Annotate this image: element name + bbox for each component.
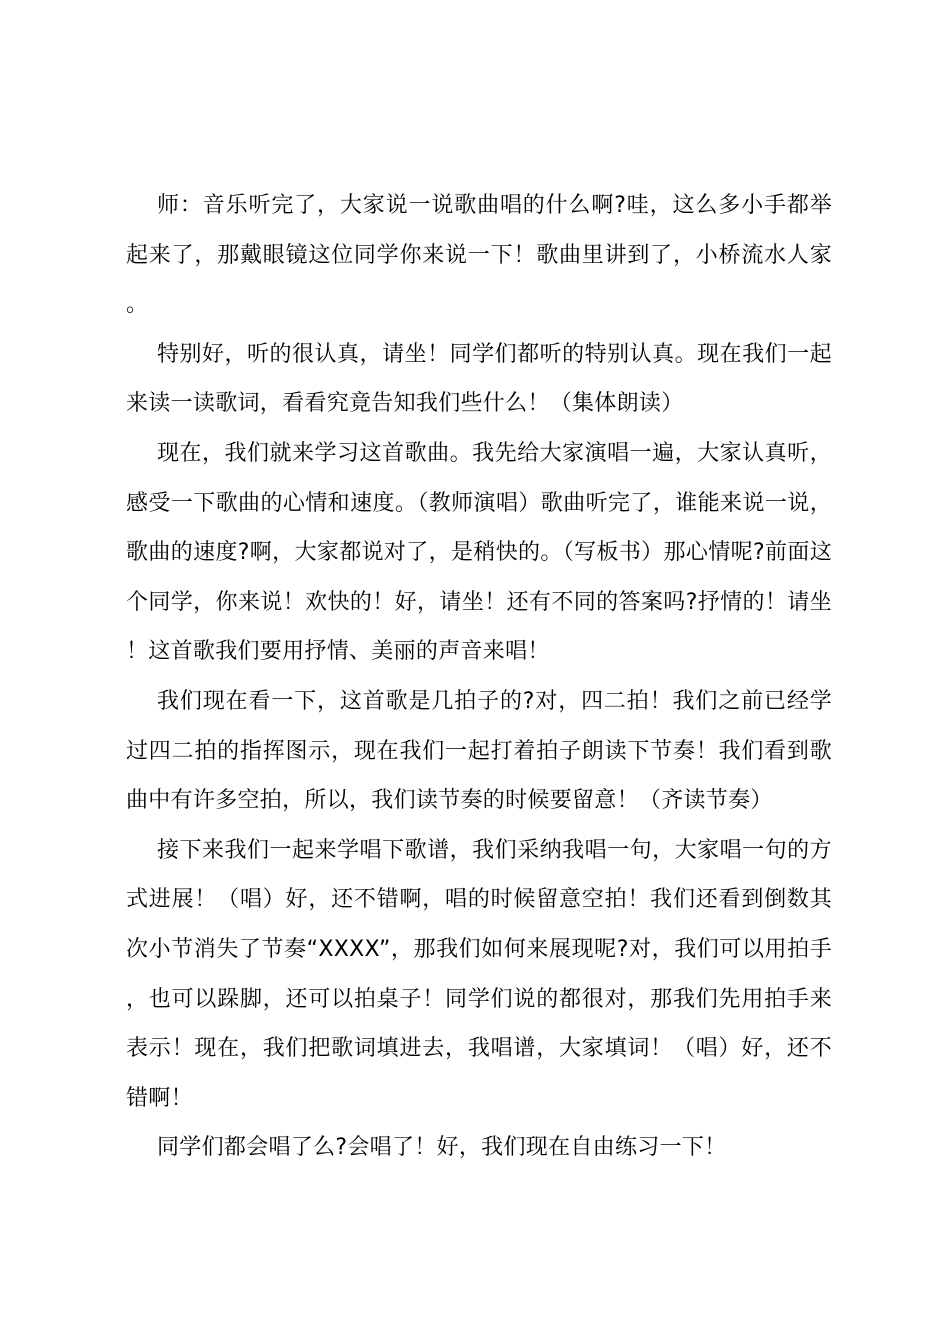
paragraph-6: 同学们都会唱了么?会唱了！好，我们现在自由练习一下！: [157, 1135, 727, 1161]
document-body: [126, 181, 832, 1173]
paragraph-5: 接下来我们一起来学唱下歌谱，我们采纳我唱一句，大家唱一句的方式进展！（唱）好，还不错啊，唱的时候留意空拍！我们还看到倒数其次小节消失了节奏“XXXX”，那我们如何来展现呢?对，我们可以用拍手，也可以跺脚，还可以拍桌子！同学们说的都很对，那我们先用拍手来表示！现在，我们把歌词填进去，我唱谱，大家填词！（唱）好，还不错啊！: [126, 837, 832, 1111]
paragraph-2: 特别好，听的很认真，请坐！同学们都听的特别认真。现在我们一起来读一读歌词，看看究竟告知我们些什么！（集体朗读）: [126, 341, 832, 417]
paragraph-1: 师：音乐听完了，大家说一说歌曲唱的什么啊?哇，这么多小手都举起来了，那戴眼镜这位同学你来说一下！歌曲里讲到了，小桥流水人家。: [126, 193, 832, 318]
paragraph-3: 现在，我们就来学习这首歌曲。我先给大家演唱一遍，大家认真听，感受一下歌曲的心情和速度。（教师演唱）歌曲听完了，谁能来说一说，歌曲的速度?啊，大家都说对了，是稍快的。（写板书）那心情呢?前面这个同学，你来说！欢快的！好，请坐！还有不同的答案吗?抒情的！请坐！这首歌我们要用抒情、美丽的声音来唱！: [126, 440, 832, 665]
paragraph-4: 我们现在看一下，这首歌是几拍子的?对，四二拍！我们之前已经学过四二拍的指挥图示，现在我们一起打着拍子朗读下节奏！我们看到歌曲中有许多空拍，所以，我们读节奏的时候要留意！（齐读节奏）: [126, 688, 832, 814]
